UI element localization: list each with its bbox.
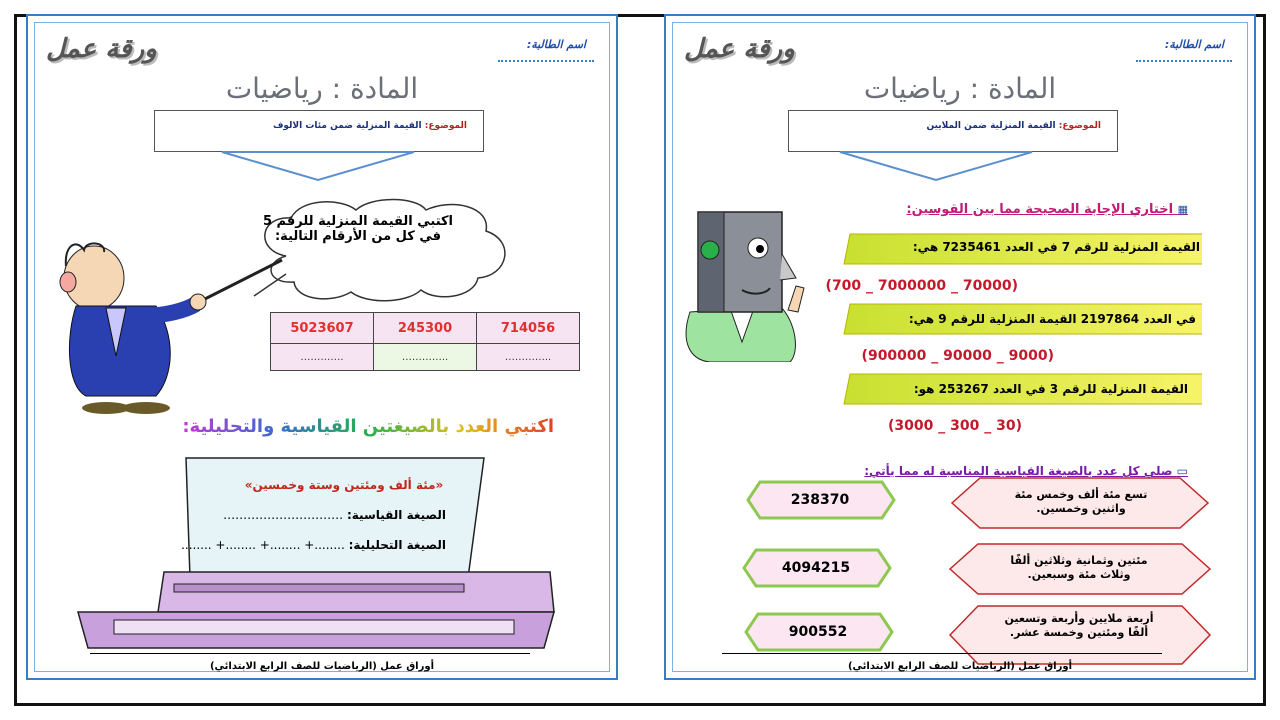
right-worksheet-page	[664, 14, 1256, 680]
match-words[interactable]: مئتين وثمانية وثلاثين ألفًا وثلاث مئة وسبعين.	[1010, 554, 1148, 581]
numbers-table	[270, 312, 580, 371]
answer-blank[interactable]: …………..	[477, 344, 580, 371]
down-arrow-icon	[218, 150, 418, 182]
answer-choices[interactable]: (70000 _ 7000000 _ 700)	[825, 278, 1018, 294]
expanded-form-blank[interactable]: ........+ ........+ ........+ ........	[181, 538, 345, 552]
topic-value: القيمة المنزلية ضمن مئات الالوف	[272, 121, 422, 131]
match-heading-text: صلي كل عدد بالصيغة القياسية المناسبة له مما يأتي:	[864, 464, 1173, 478]
rainbow-heading	[182, 416, 554, 437]
match-number[interactable]: 900552	[788, 624, 848, 640]
topic-text	[273, 121, 467, 131]
question-text: القيمة المنزلية للرقم 3 في العدد 253267 هو:	[913, 382, 1188, 396]
standard-form-blank[interactable]: …………………………	[223, 508, 344, 522]
topic-value: القيمة المنزلية ضمن الملايين	[926, 121, 1056, 131]
worksheet-title: ورقة عمل	[46, 34, 157, 64]
standard-form-label: الصيغة القياسية:	[346, 508, 446, 522]
student-name-line	[498, 60, 594, 62]
number-cell: 245300	[374, 313, 477, 344]
match-number[interactable]: 238370	[790, 492, 850, 508]
answer-blank[interactable]: …………..	[374, 344, 477, 371]
number-in-words: «مئة ألف ومئتين وستة وخمسين»	[244, 478, 444, 492]
subject-title: المادة : رياضيات	[863, 72, 1057, 105]
book-character-icon	[670, 202, 820, 362]
laptop-icon: ▭	[1176, 464, 1188, 478]
thought-cloud	[246, 196, 526, 306]
topic-box	[788, 110, 1118, 152]
number-cell: 5023607	[271, 313, 374, 344]
footer-divider	[722, 653, 1162, 654]
question-text: في العدد 2197864 القيمة المنزلية للرقم 9 هي:	[908, 312, 1196, 326]
student-name-label: اسم الطالبة:	[1164, 38, 1224, 51]
student-name-line	[1136, 60, 1232, 62]
choose-heading	[906, 202, 1188, 217]
answer-choices[interactable]: (9000 _ 90000 _ 900000)	[861, 348, 1054, 364]
expanded-form-row	[181, 538, 446, 552]
number-cell: 714056	[477, 313, 580, 344]
topic-text	[927, 121, 1101, 131]
grid-icon: ▦	[1177, 203, 1188, 216]
subject-title: المادة : رياضيات	[225, 72, 419, 105]
answer-blank[interactable]: ………….	[271, 344, 374, 371]
worksheet-title: ورقة عمل	[684, 34, 795, 64]
footer-text: أوراق عمل (الرياضيات للصف الرابع الابتدائي)	[209, 661, 435, 672]
rainbow-heading-text: اكتبي العدد بالصيغتين القياسية والتحليلية:	[182, 416, 554, 437]
left-worksheet-page	[26, 14, 618, 680]
choose-heading-text: اختاري الإجابة الصحيحة مما بين القوسين:	[906, 202, 1174, 217]
footer-divider	[90, 653, 530, 654]
answer-choices[interactable]: (30 _ 300 _ 3000)	[888, 418, 1022, 434]
footer-text: أوراق عمل (الرياضيات للصف الرابع الابتدائي)	[847, 661, 1073, 672]
match-words[interactable]: تسع مئة ألف وخمس مئة واثنين وخمسين.	[1014, 488, 1148, 515]
student-name-label: اسم الطالبة:	[526, 38, 586, 51]
topic-label: الموضوع:	[424, 121, 467, 131]
match-words[interactable]: أربعة ملايين وأربعة وتسعين ألفًا ومئتين وخمسة عشر.	[1004, 612, 1154, 639]
question-text: القيمة المنزلية للرقم 7 في العدد 7235461 هي:	[912, 240, 1200, 254]
table-row	[271, 313, 580, 344]
topic-label: الموضوع:	[1058, 121, 1101, 131]
down-arrow-icon	[836, 150, 1036, 182]
topic-box	[154, 110, 484, 152]
teacher-pointing-icon	[46, 236, 286, 416]
expanded-form-label: الصيغة التحليلية:	[348, 538, 446, 552]
table-row	[271, 344, 580, 371]
match-number[interactable]: 4094215	[781, 560, 851, 576]
standard-form-row	[223, 508, 446, 522]
bubble-instruction: اكتبي القيمة المنزلية للرقم 5 في كل من الأرقام التالية:	[262, 214, 454, 244]
